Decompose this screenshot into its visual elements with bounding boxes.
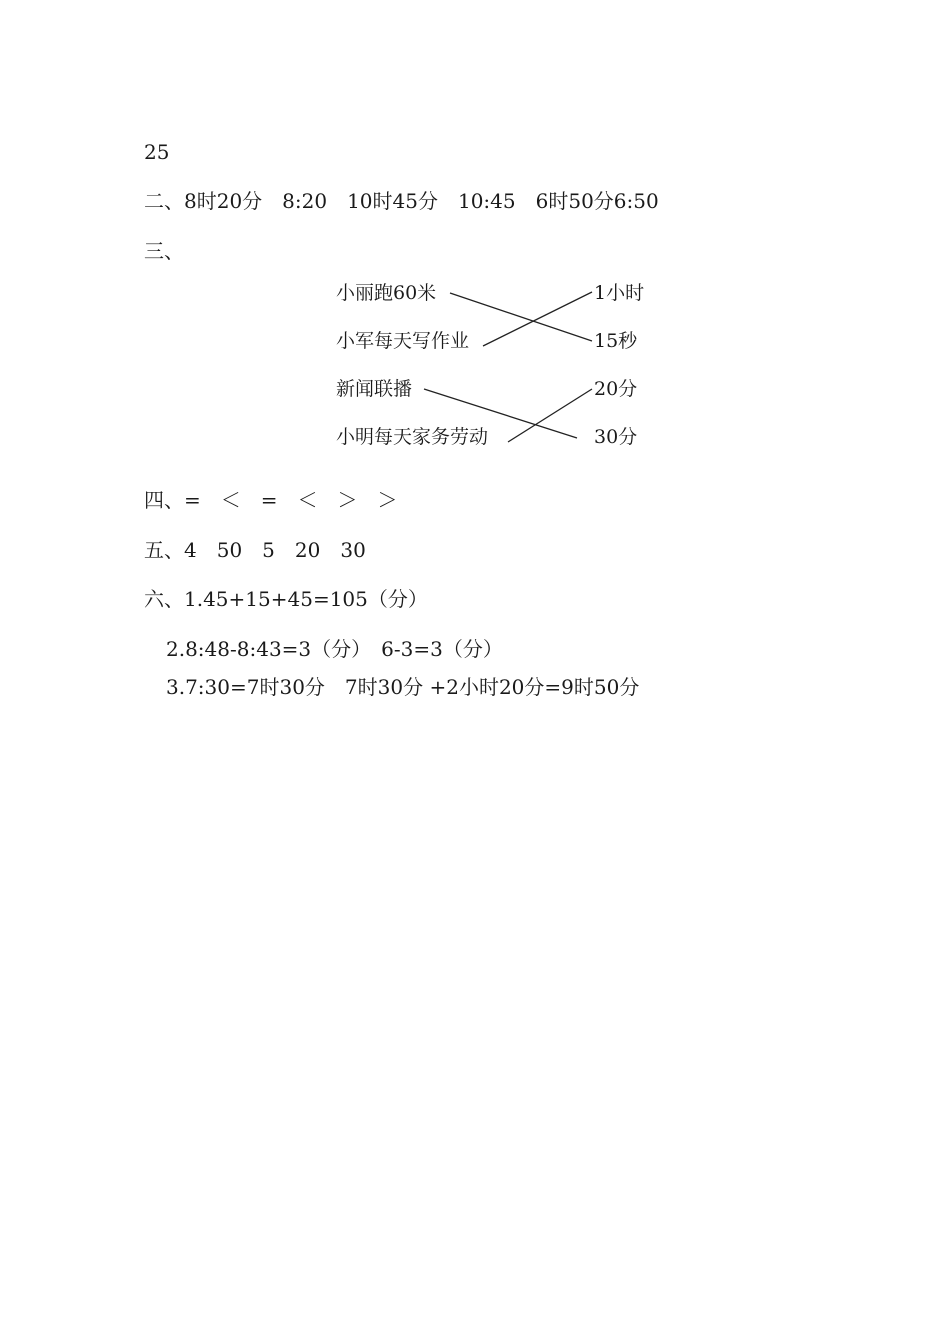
section-4-answer: 四、= ＜ = ＜ ＞ ＞	[144, 488, 398, 512]
match-right-4: 30分	[594, 426, 638, 448]
section-3-label: 三、	[144, 239, 184, 263]
answer-line-25: 25	[144, 140, 170, 164]
match-left-3: 新闻联播	[336, 378, 413, 400]
connector-line-1	[450, 293, 592, 341]
section-5-answer: 五、4 50 5 20 30	[144, 538, 366, 562]
section-6-item-3: 3.7:30=7时30分 7时30分 +2小时20分=9时50分	[166, 675, 640, 699]
connector-line-2	[483, 292, 592, 346]
match-right-1: 1小时	[594, 282, 645, 304]
match-left-4: 小明每天家务劳动	[336, 426, 489, 448]
match-left-1: 小丽跑60米	[336, 282, 437, 304]
section-2-answer: 二、8时20分 8:20 10时45分 10:45 6时50分6:50	[144, 189, 659, 213]
match-right-2: 15秒	[594, 330, 638, 352]
match-left-2: 小军每天写作业	[336, 330, 470, 352]
connector-line-4	[508, 389, 592, 442]
section-6-item-2: 2.8:48-8:43=3（分） 6-3=3（分）	[166, 637, 503, 661]
match-right-3: 20分	[594, 378, 638, 400]
section-6-item-1: 六、1.45+15+45=105（分）	[144, 587, 428, 611]
